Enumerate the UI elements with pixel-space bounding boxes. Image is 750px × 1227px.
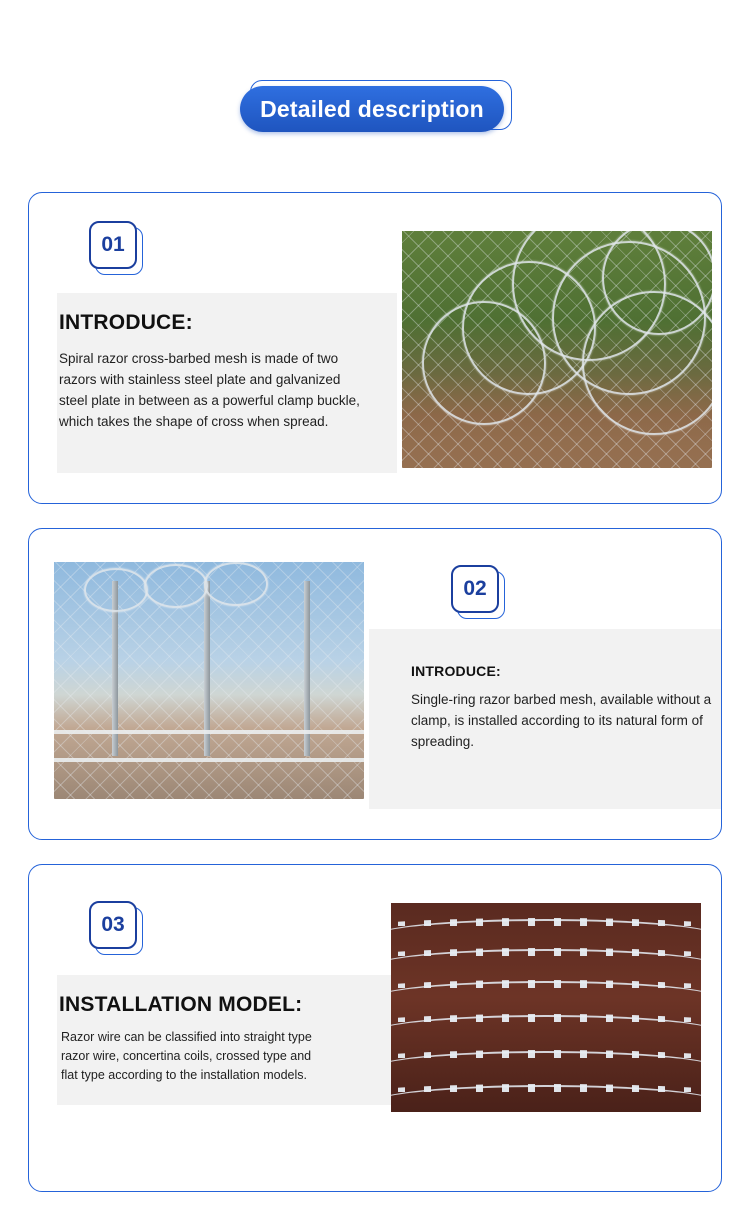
- section-text-01: Spiral razor cross-barbed mesh is made of two razors with stainless steel plate and galvanized steel plate in between as a powerful clamp buckle, which takes the shape of cross when spread.: [59, 351, 360, 429]
- header-title-pill: [240, 86, 504, 132]
- step-badge-02: [451, 565, 499, 613]
- step-badge-03: [89, 901, 137, 949]
- railing-shape: [54, 730, 364, 734]
- page-header: [0, 0, 750, 150]
- razor-coil-shape: [422, 301, 546, 425]
- concertina-blade-row: [391, 1051, 701, 1069]
- step-number-01: 01: [101, 233, 125, 256]
- section-text-02: Single-ring razor barbed mesh, available without a clamp, is installed according to its natural form of spreading.: [411, 692, 712, 749]
- step-number-02: 02: [463, 577, 487, 600]
- page-title: Detailed description: [260, 95, 484, 122]
- railing-shape: [54, 758, 364, 762]
- section-text-03: Razor wire can be classified into straight type razor wire, concertina coils, crossed type and flat type according to the installation models.: [61, 1030, 312, 1082]
- section-image-01: [402, 231, 712, 468]
- concertina-blade-row: [391, 1085, 701, 1103]
- concertina-blade-row: [391, 1015, 701, 1033]
- section-card-03: [28, 864, 722, 1192]
- section-heading-02: INTRODUCE:: [411, 663, 501, 679]
- razor-coil-shape: [144, 564, 208, 608]
- razor-coil-shape: [204, 562, 268, 606]
- concertina-blade-row: [391, 981, 701, 999]
- step-number-03: 03: [101, 913, 125, 936]
- section-image-03: [391, 903, 701, 1112]
- step-badge-01: [89, 221, 137, 269]
- razor-coil-shape: [84, 568, 148, 612]
- section-card-01: [28, 192, 722, 504]
- concertina-blade-row: [391, 949, 701, 967]
- section-image-02: [54, 562, 364, 799]
- concertina-blade-row: [391, 919, 701, 937]
- section-heading-03: INSTALLATION MODEL:: [59, 993, 303, 1016]
- section-heading-01: INTRODUCE:: [59, 311, 193, 334]
- section-card-02: [28, 528, 722, 840]
